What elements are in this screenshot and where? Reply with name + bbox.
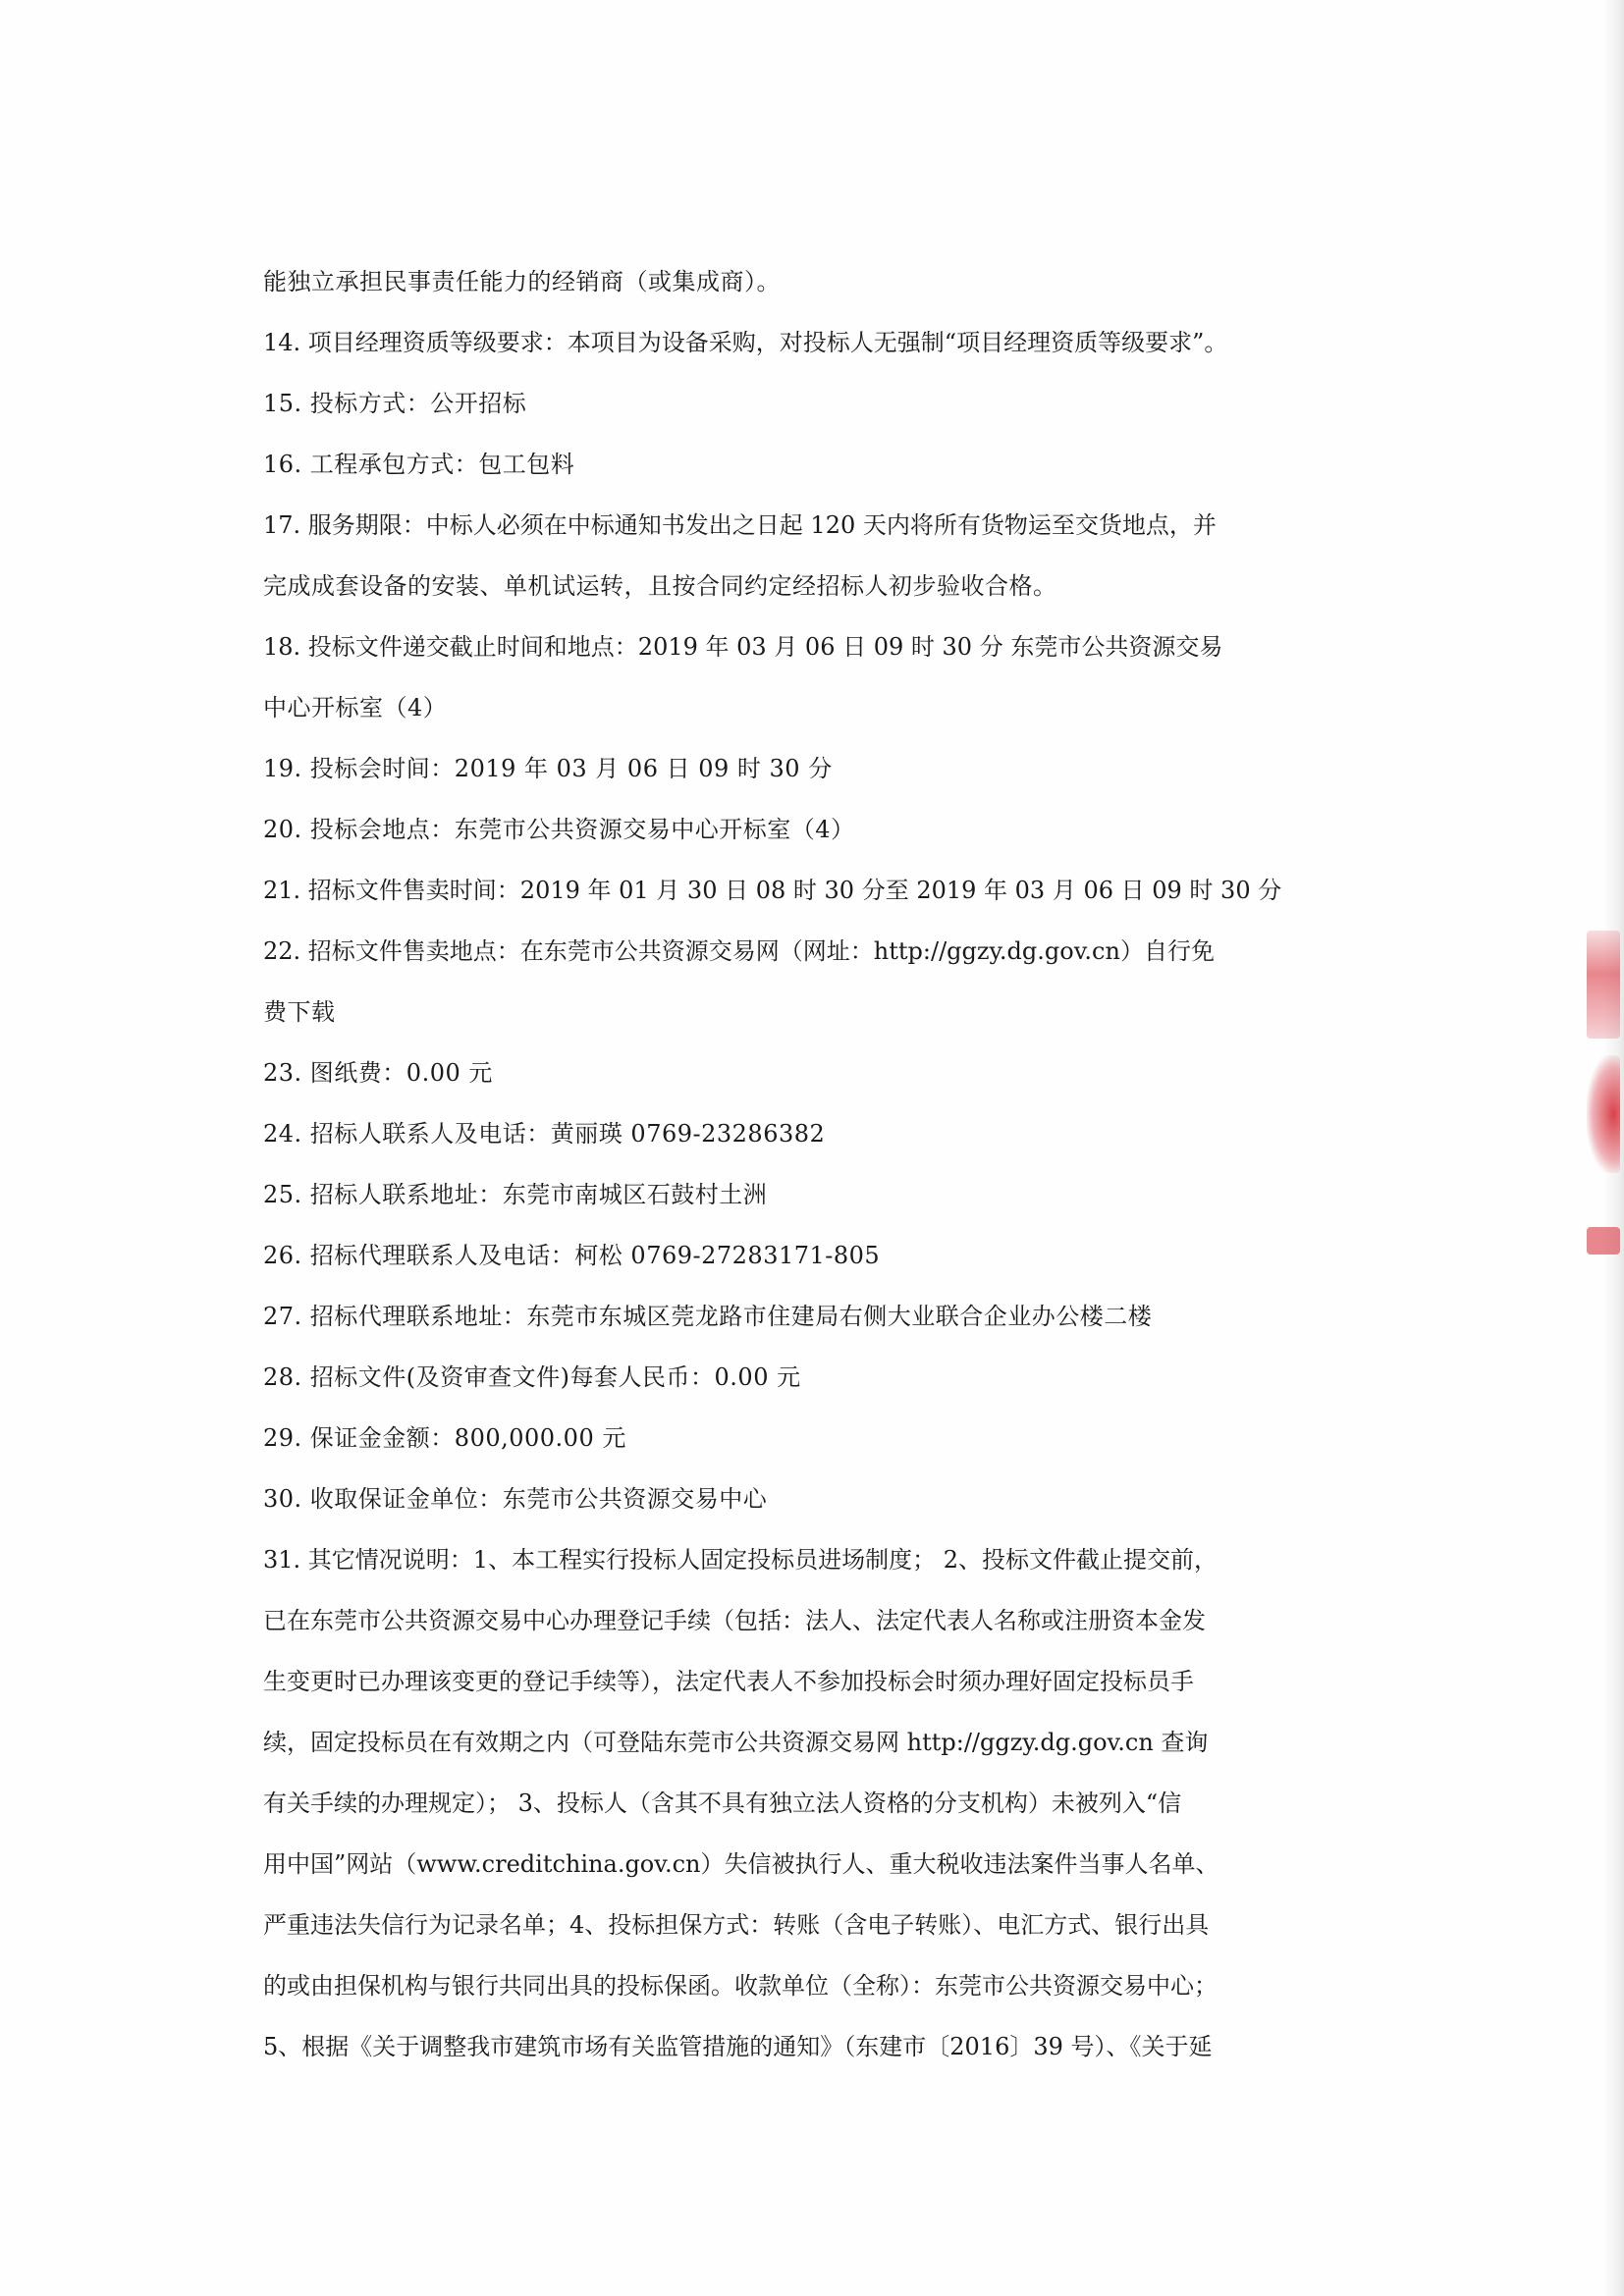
- text-line: 19. 投标会时间：2019 年 03 月 06 日 09 时 30 分: [263, 755, 833, 782]
- text-line: 20. 投标会地点：东莞市公共资源交易中心开标室（4）: [263, 816, 855, 843]
- text-line: 31. 其它情况说明：1、本工程实行投标人固定投标员进场制度； 2、投标文件截止提交前，: [263, 1546, 1218, 1574]
- text-line: 16. 工程承包方式：包工包料: [263, 451, 575, 478]
- text-line: 27. 招标代理联系地址：东莞市东城区莞龙路市住建局右侧大业联合企业办公楼二楼: [263, 1303, 1153, 1330]
- text-line: 30. 收取保证金单位：东莞市公共资源交易中心: [263, 1485, 768, 1513]
- text-line: 续，固定投标员在有效期之内（可登陆东莞市公共资源交易网 http://ggzy.dg.gov.cn 查询: [263, 1729, 1209, 1756]
- text-line: 5、根据《关于调整我市建筑市场有关监管措施的通知》（东建市〔2016〕39 号）、《关于延: [263, 2033, 1213, 2060]
- text-line: 18. 投标文件递交截止时间和地点：2019 年 03 月 06 日 09 时 30 分 东莞市公共资源交易: [263, 633, 1223, 661]
- text-line: 15. 投标方式：公开招标: [263, 390, 527, 417]
- text-line: 中心开标室（4）: [263, 694, 448, 721]
- text-line: 26. 招标代理联系人及电话：柯松 0769-27283171-805: [263, 1242, 881, 1269]
- text-line: 严重违法失信行为记录名单；4、投标担保方式：转账（含电子转账）、电汇方式、银行出具: [263, 1911, 1210, 1939]
- text-line: 17. 服务期限：中标人必须在中标通知书发出之日起 120 天内将所有货物运至交货地点，并: [263, 511, 1217, 539]
- text-line: 完成成套设备的安装、单机试运转，且按合同约定经招标人初步验收合格。: [263, 572, 1057, 600]
- seam-seal-fragment-bottom: [1587, 1227, 1620, 1255]
- text-line: 的或由担保机构与银行共同出具的投标保函。收款单位（全称）：东莞市公共资源交易中心；: [263, 1972, 1218, 2000]
- text-line: 生变更时已办理该变更的登记手续等），法定代表人不参加投标会时须办理好固定投标员手: [263, 1668, 1194, 1695]
- seam-seal-fragment-middle: [1587, 1055, 1620, 1173]
- document-body: [263, 251, 1351, 2077]
- text-line: 24. 招标人联系人及电话：黄丽瑛 0769-23286382: [263, 1120, 826, 1148]
- text-line: 费下载: [263, 998, 336, 1026]
- text-line: 21. 招标文件售卖时间：2019 年 01 月 30 日 08 时 30 分至 2019 年 03 月 06 日 09 时 30 分: [263, 877, 1282, 904]
- text-line: 25. 招标人联系地址：东莞市南城区石鼓村土洲: [263, 1181, 768, 1208]
- text-line: 29. 保证金金额：800,000.00 元: [263, 1424, 626, 1452]
- text-line: 有关手续的办理规定）； 3、投标人（含其不具有独立法人资格的分支机构）未被列入“信: [263, 1789, 1182, 1817]
- text-line: 28. 招标文件(及资审查文件)每套人民币：0.00 元: [263, 1363, 801, 1391]
- text-line: 14. 项目经理资质等级要求：本项目为设备采购，对投标人无强制“项目经理资质等级要求”。: [263, 329, 1228, 356]
- text-line: 用中国”网站（www.creditchina.gov.cn）失信被执行人、重大税收违法案件当事人名单、: [263, 1850, 1219, 1878]
- text-line: 23. 图纸费：0.00 元: [263, 1059, 493, 1087]
- text-line: 22. 招标文件售卖地点：在东莞市公共资源交易网（网址：http://ggzy.dg.gov.cn）自行免: [263, 937, 1215, 965]
- seam-seal-fragment-top: [1587, 931, 1620, 1039]
- text-line: 已在东莞市公共资源交易中心办理登记手续（包括：法人、法定代表人名称或注册资本金发: [263, 1607, 1206, 1634]
- text-line: 能独立承担民事责任能力的经销商（或集成商）。: [263, 268, 781, 295]
